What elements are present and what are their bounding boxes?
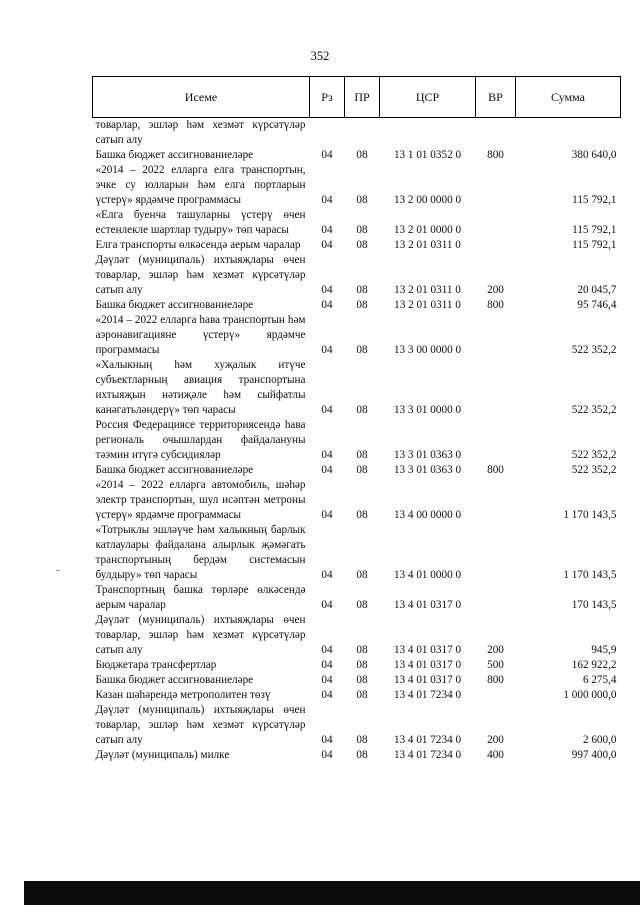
cell-name: Башка бюджет ассигнованиеләре [95, 674, 254, 686]
cell-csr: 13 4 01 7234 0 [393, 689, 462, 701]
cell-vr [476, 118, 516, 149]
cell-pr: 08 [356, 509, 368, 521]
cell-csr: 13 2 01 0311 0 [394, 239, 461, 251]
cell-vr [476, 583, 516, 613]
header-vr: ВР [476, 77, 516, 118]
cell-pr: 08 [356, 464, 368, 476]
cell-vr: 200 [487, 734, 504, 746]
cell-vr [476, 238, 516, 253]
cell-rz: 04 [321, 404, 333, 416]
scan-bottom-edge [24, 881, 640, 905]
cell-name: «2014 – 2022 елларга автомобиль, шәһәр электр транспортын, шул исәптән метроны үстерү» ярдәмче программасы [95, 479, 306, 521]
table-header-row [93, 77, 621, 118]
cell-name: Башка бюджет ассигнованиеләре [95, 149, 254, 161]
cell-sum: 1 170 143,5 [563, 509, 617, 521]
cell-rz: 04 [321, 509, 333, 521]
cell-rz: 04 [321, 674, 333, 686]
cell-vr: 800 [487, 149, 504, 161]
cell-rz: 04 [321, 464, 333, 476]
cell-name: «Тотрыклы эшләүче һәм халыкның барлык катлаулары файдалана алырлык җәмәгать транспортының бердәм системасын булдыру» төп чарасы [95, 524, 306, 581]
cell-sum: 6 275,4 [582, 674, 617, 686]
table-row [93, 238, 621, 253]
table-row [93, 688, 621, 703]
budget-table [92, 76, 621, 763]
cell-csr: 13 4 01 0317 0 [393, 599, 462, 611]
table-row [93, 703, 621, 748]
cell-rz: 04 [321, 239, 333, 251]
cell-rz: 04 [321, 599, 333, 611]
cell-sum [516, 118, 621, 149]
cell-pr: 08 [356, 239, 368, 251]
cell-vr [476, 523, 516, 583]
table-row [93, 748, 621, 763]
header-name: Исеме [93, 77, 310, 118]
header-rz: Рз [310, 77, 345, 118]
cell-pr: 08 [356, 749, 368, 761]
cell-sum: 115 792,1 [572, 239, 617, 251]
cell-vr [476, 688, 516, 703]
cell-csr: 13 2 01 0000 0 [393, 224, 462, 236]
cell-rz: 04 [321, 344, 333, 356]
table-row [93, 418, 621, 463]
cell-name: Транспортның башка төрләре өлкәсендә аерым чаралар [95, 584, 306, 611]
cell-sum: 522 352,2 [571, 404, 617, 416]
cell-csr: 13 2 01 0311 0 [394, 284, 461, 296]
cell-vr: 800 [487, 674, 504, 686]
cell-pr: 08 [356, 674, 368, 686]
cell-rz: 04 [321, 299, 333, 311]
cell-vr: 400 [487, 749, 504, 761]
header-csr: ЦСР [380, 77, 476, 118]
table-row [93, 673, 621, 688]
cell-name: «Халыкның һәм хуҗалык итүче субъектларның авиация транспортына ихтыяҗын нәтиҗәле һәм сыйфатлы канәгатьләндерү» төп чарасы [95, 359, 306, 416]
cell-rz: 04 [321, 644, 333, 656]
cell-rz: 04 [321, 224, 333, 236]
cell-csr: 13 3 01 0363 0 [393, 449, 462, 461]
cell-rz: 04 [321, 284, 333, 296]
cell-vr [476, 313, 516, 358]
cell-name: Дәүләт (муниципаль) ихтыяҗлары өчен товарлар, эшләр һәм хезмәт күрсәтүләр сатып алу [95, 254, 306, 296]
margin-mark: ‑ [56, 565, 60, 576]
table-row [93, 523, 621, 583]
cell-pr: 08 [356, 599, 368, 611]
cell-sum: 997 400,0 [571, 749, 617, 761]
cell-pr: 08 [356, 149, 368, 161]
cell-rz: 04 [321, 149, 333, 161]
table-row [93, 583, 621, 613]
cell-sum: 2 600,0 [582, 734, 617, 746]
cell-pr: 08 [356, 659, 368, 671]
header-pr: ПР [345, 77, 380, 118]
cell-csr: 13 4 01 7234 0 [393, 734, 462, 746]
cell-csr: 13 4 01 0317 0 [393, 644, 462, 656]
cell-vr [476, 163, 516, 208]
cell-name: Дәүләт (муниципаль) ихтыяҗлары өчен товарлар, эшләр һәм хезмәт күрсәтүләр сатып алу [95, 614, 306, 656]
cell-rz [310, 118, 345, 149]
cell-pr: 08 [356, 644, 368, 656]
cell-vr [476, 478, 516, 523]
cell-rz: 04 [321, 569, 333, 581]
cell-vr: 200 [487, 284, 504, 296]
cell-sum: 1 170 143,5 [563, 569, 617, 581]
cell-csr: 13 4 01 0317 0 [393, 674, 462, 686]
cell-csr: 13 4 01 0000 0 [393, 569, 462, 581]
cell-csr: 13 4 01 0317 0 [393, 659, 462, 671]
cell-sum: 522 352,2 [571, 449, 617, 461]
table-row [93, 463, 621, 478]
cell-sum: 115 792,1 [572, 224, 617, 236]
cell-rz: 04 [321, 749, 333, 761]
cell-pr: 08 [356, 299, 368, 311]
cell-csr: 13 1 01 0352 0 [393, 149, 462, 161]
cell-pr: 08 [356, 689, 368, 701]
cell-csr: 13 4 00 0000 0 [393, 509, 462, 521]
cell-name: «2014 – 2022 елларга елга транспортын, эчке су юлларын һәм елга портларын үстерү» ярдәмче программасы [95, 164, 306, 206]
cell-rz: 04 [321, 194, 333, 206]
cell-vr: 800 [487, 299, 504, 311]
cell-vr: 500 [487, 659, 504, 671]
cell-csr: 13 2 01 0311 0 [394, 299, 461, 311]
cell-name: Россия Федерациясе территориясендә һава региональ очышлардан файдалануны тәэмин итүгә субсидияләр [95, 419, 306, 461]
cell-vr: 800 [487, 464, 504, 476]
cell-csr: 13 3 01 0000 0 [393, 404, 462, 416]
table-row [93, 118, 621, 149]
header-sum: Сумма [516, 77, 621, 118]
cell-vr [476, 358, 516, 418]
cell-name: Казан шәһәрендә метрополитен төзү [95, 689, 271, 701]
cell-sum: 522 352,2 [571, 344, 617, 356]
cell-sum: 380 640,0 [571, 149, 617, 161]
cell-sum: 20 045,7 [577, 284, 617, 296]
table-row [93, 613, 621, 658]
table-row [93, 478, 621, 523]
cell-name: Бюджетара трансфертлар [95, 659, 217, 671]
cell-sum: 115 792,1 [572, 194, 617, 206]
cell-name: «2014 – 2022 елларга һава транспортын һәм аэронавигацияне үстерү» ярдәмче программасы [95, 314, 306, 356]
cell-pr [345, 118, 380, 149]
cell-rz: 04 [321, 659, 333, 671]
cell-rz: 04 [321, 689, 333, 701]
cell-csr [380, 118, 476, 149]
cell-vr [476, 418, 516, 463]
cell-sum: 1 000 000,0 [563, 689, 617, 701]
cell-name: Дәүләт (муниципаль) милке [95, 749, 230, 761]
table-row [93, 658, 621, 673]
cell-pr: 08 [356, 569, 368, 581]
cell-sum: 95 746,4 [577, 299, 617, 311]
cell-sum: 170 143,5 [571, 599, 617, 611]
table-row [93, 253, 621, 298]
cell-name: «Елга буенча ташуларны үстерү өчен естенлекле шартлар тудыру» төп чарасы [95, 209, 306, 236]
cell-pr: 08 [356, 344, 368, 356]
cell-name: товарлар, эшләр һәм хезмәт күрсәтүләр сатып алу [95, 119, 306, 146]
cell-name: Башка бюджет ассигнованиеләре [95, 464, 254, 476]
cell-csr: 13 2 00 0000 0 [393, 194, 462, 206]
cell-pr: 08 [356, 284, 368, 296]
table-row [93, 208, 621, 238]
cell-rz: 04 [321, 449, 333, 461]
cell-pr: 08 [356, 404, 368, 416]
table-row [93, 358, 621, 418]
cell-name: Дәүләт (муниципаль) ихтыяҗлары өчен товарлар, эшләр һәм хезмәт күрсәтүләр сатып алу [95, 704, 306, 746]
table-row [93, 313, 621, 358]
cell-csr: 13 3 00 0000 0 [393, 344, 462, 356]
table-row [93, 148, 621, 163]
cell-pr: 08 [356, 224, 368, 236]
table-row [93, 298, 621, 313]
cell-sum: 162 922,2 [571, 659, 617, 671]
page-number: 352 [310, 49, 330, 63]
cell-sum: 945,9 [591, 644, 617, 656]
cell-csr: 13 4 01 7234 0 [393, 749, 462, 761]
cell-sum: 522 352,2 [571, 464, 617, 476]
cell-vr [476, 208, 516, 238]
table-body [93, 118, 621, 764]
cell-csr: 13 3 01 0363 0 [393, 464, 462, 476]
cell-name: Елга транспорты өлкәсендә аерым чаралар [95, 239, 301, 251]
cell-name: Башка бюджет ассигнованиеләре [95, 299, 254, 311]
cell-pr: 08 [356, 734, 368, 746]
cell-pr: 08 [356, 194, 368, 206]
cell-vr: 200 [487, 644, 504, 656]
table-row [93, 163, 621, 208]
cell-pr: 08 [356, 449, 368, 461]
cell-rz: 04 [321, 734, 333, 746]
